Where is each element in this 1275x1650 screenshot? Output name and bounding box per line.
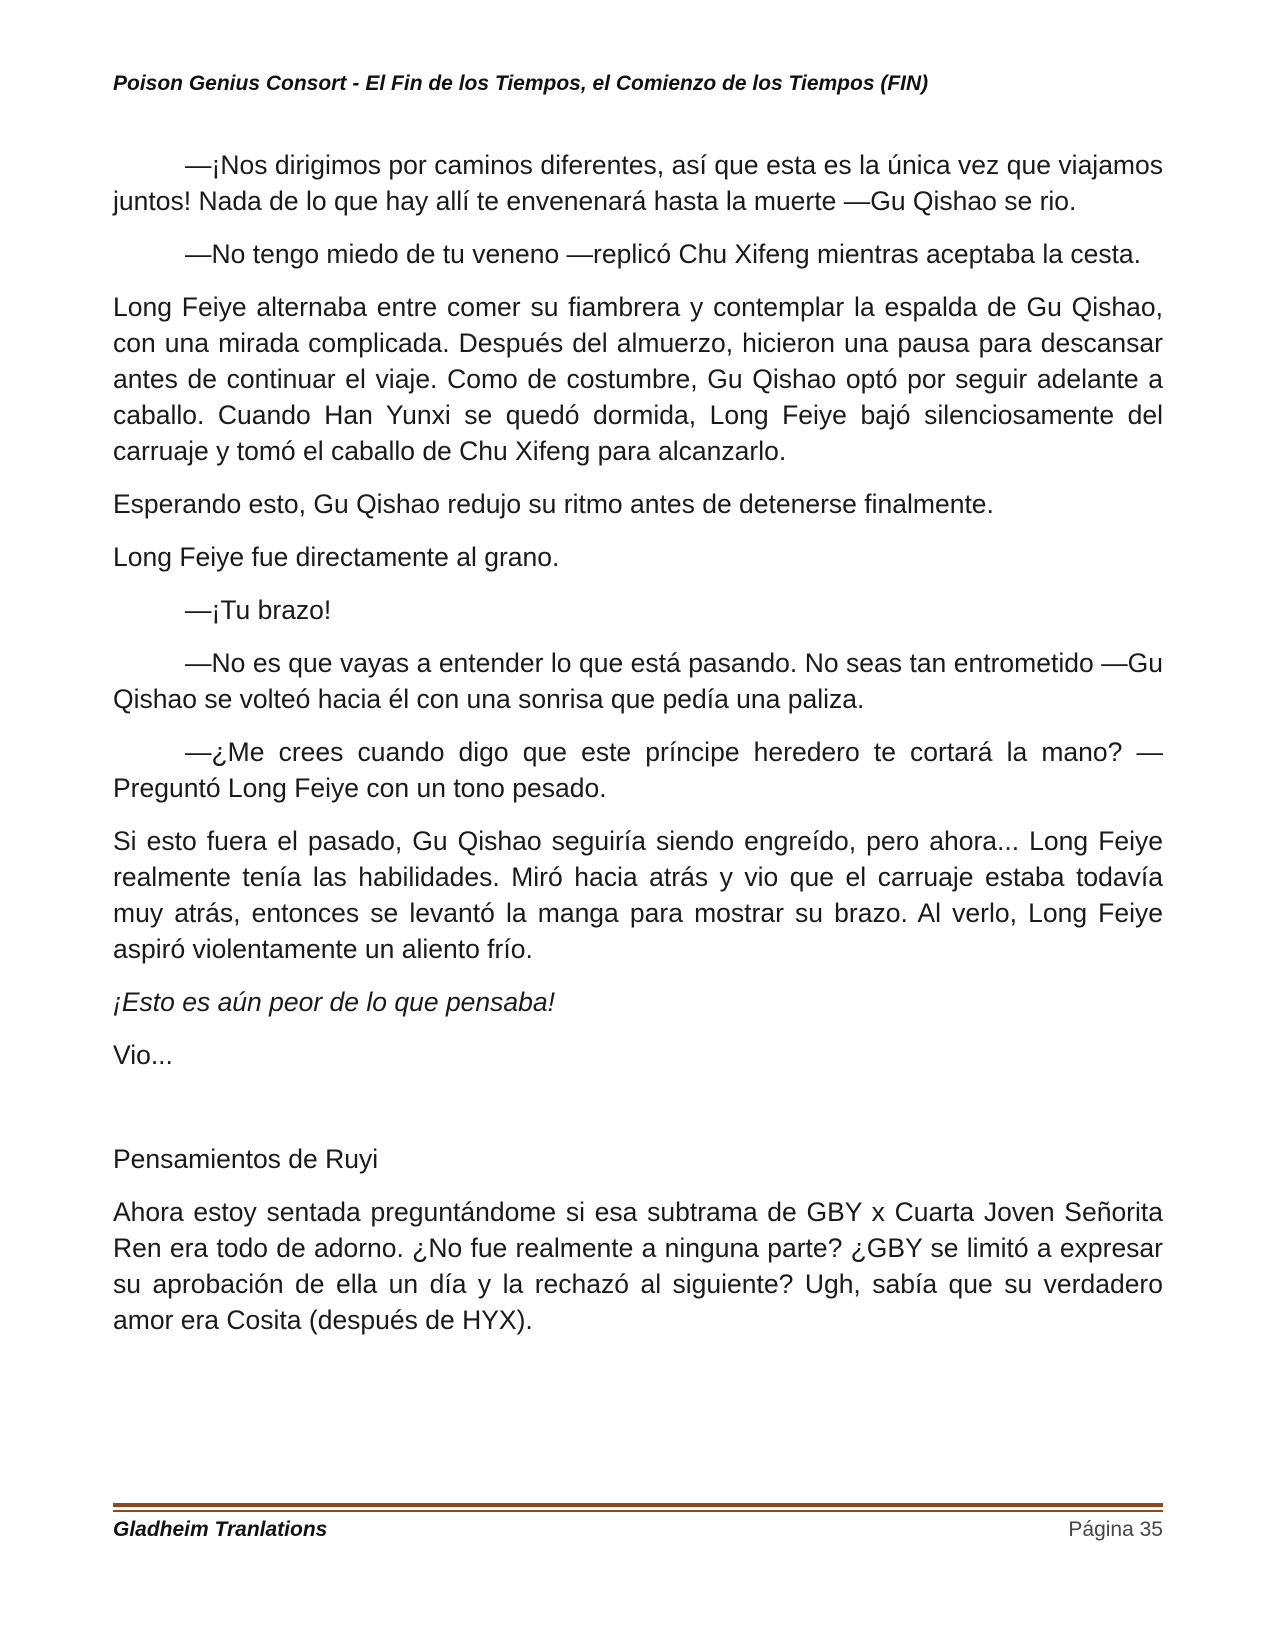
paragraph: Vio... [113, 1040, 173, 1070]
italic-paragraph: ¡Esto es aún peor de lo que pensaba! [113, 987, 555, 1017]
footer-rule-thick [113, 1503, 1163, 1507]
footer-translator: Gladheim Tranlations [113, 1518, 328, 1541]
footer-page-number: Página 35 [1068, 1518, 1163, 1541]
novel-title: Poison Genius Consort [113, 72, 347, 95]
footer-rule-thin [113, 1510, 1163, 1512]
paragraph: —¡Nos dirigimos por caminos diferentes, así que esta es la única vez que viajamos juntos! Nada de lo que hay allí te envenenará hasta la muerte —Gu Qishao se rio. [113, 150, 1163, 216]
paragraph: Ahora estoy sentada preguntándome si esa subtrama de GBY x Cuarta Joven Señorita Ren era todo de adorno. ¿No fue realmente a ninguna parte? ¿GBY se limitó a expresar su aprobación de ella un día y la rechazó al siguiente? Ugh, sabía que su verdadero amor era Cosita (después de HYX). [113, 1197, 1163, 1335]
paragraph: —¡Tu brazo! [185, 595, 332, 625]
chapter-title: El Fin de los Tiempos, el Comienzo de los Tiempos (FIN) [365, 72, 929, 95]
section-heading: Pensamientos de Ruyi [113, 1144, 379, 1174]
paragraph: —¿Me crees cuando digo que este príncipe heredero te cortará la mano? —Preguntó Long Feiye con un tono pesado. [113, 737, 1163, 803]
paragraph: Long Feiye fue directamente al grano. [113, 542, 560, 572]
paragraph: Esperando esto, Gu Qishao redujo su ritmo antes de detenerse finalmente. [113, 489, 994, 519]
paragraph: —No es que vayas a entender lo que está pasando. No seas tan entrometido —Gu Qishao se volteó hacia él con una sonrisa que pedía una paliza. [113, 648, 1163, 714]
page-header [113, 72, 1163, 96]
paragraph: Long Feiye alternaba entre comer su fiambrera y contemplar la espalda de Gu Qishao, con una mirada complicada. Después del almuerzo, hicieron una pausa para descansar antes de continuar el viaje. Como de costumbre, Gu Qishao optó por seguir adelante a caballo. Cuando Han Yunxi se quedó dormida, Long Feiye bajó silenciosamente del carruaje y tomó el caballo de Chu Xifeng para alcanzarlo. [113, 292, 1163, 466]
page-body [113, 147, 1163, 1355]
title-separator: - [352, 72, 360, 95]
paragraph: —No tengo miedo de tu veneno —replicó Chu Xifeng mientras aceptaba la cesta. [185, 239, 1142, 269]
paragraph: Si esto fuera el pasado, Gu Qishao seguiría siendo engreído, pero ahora... Long Feiye realmente tenía las habilidades. Miró hacia atrás y vio que el carruaje estaba todavía muy atrás, entonces se levantó la manga para mostrar su brazo. Al verlo, Long Feiye aspiró violentamente un aliento frío. [113, 826, 1163, 964]
